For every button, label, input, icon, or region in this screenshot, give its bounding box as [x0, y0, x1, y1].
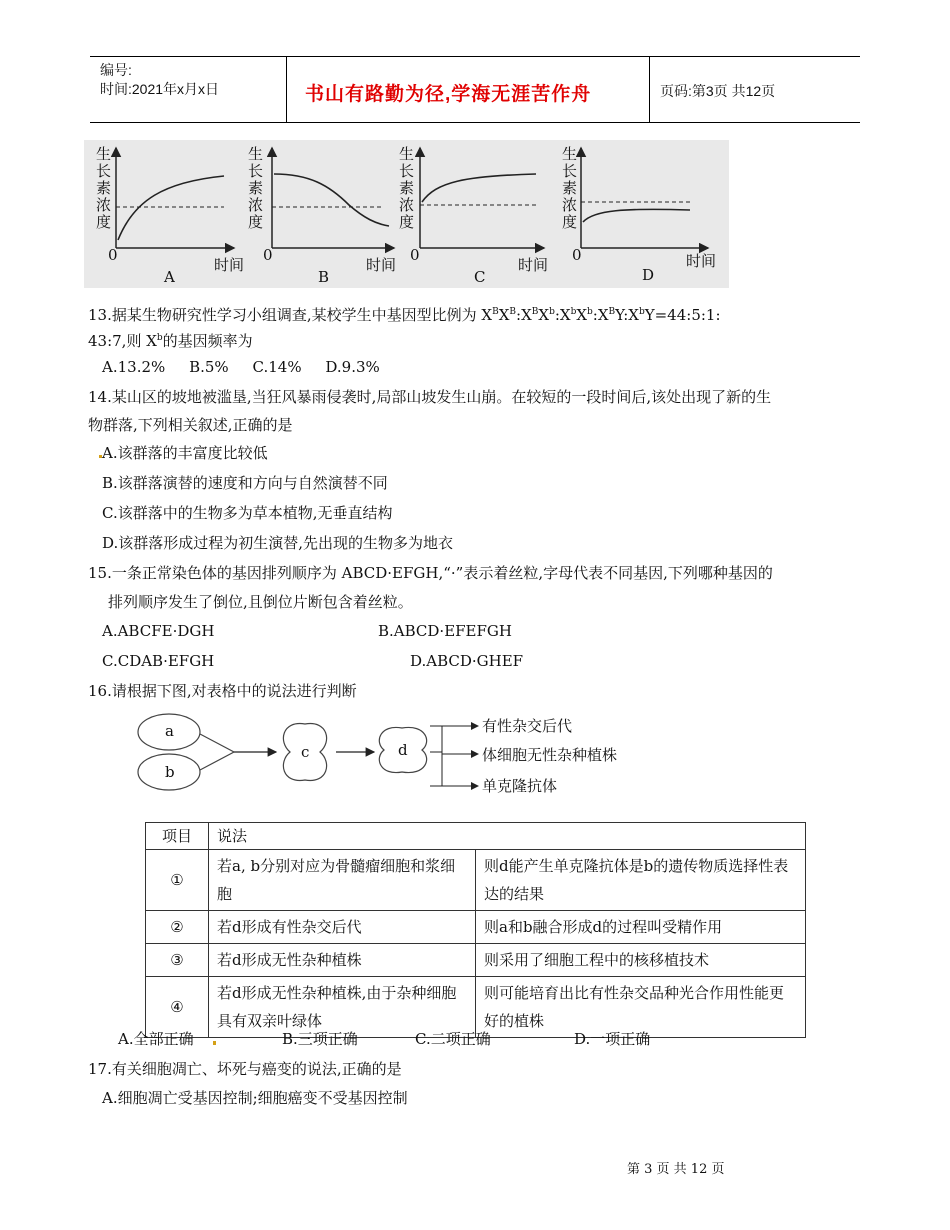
q15-option-d: D.ABCD·GHEF	[410, 652, 524, 670]
q17-option-a: A.细胞凋亡受基因控制;细胞癌变不受基因控制	[102, 1089, 408, 1107]
row-condition: 若d形成无性杂种植株,由于杂种细胞具有双亲叶绿体	[209, 977, 476, 1038]
graph-a-origin: 0	[108, 246, 118, 264]
row-number: ③	[146, 944, 209, 977]
q16-option-b: B.三项正确	[282, 1030, 358, 1048]
q15-option-a: A.ABCFE·DGH	[102, 622, 215, 640]
graph-c-ylabel: 生 长 素 浓 度	[399, 145, 415, 231]
table-header-item: 项目	[146, 823, 209, 850]
graph-panel-b	[272, 148, 394, 248]
header-top-rule	[90, 56, 860, 57]
graph-d-panel-label: D	[642, 266, 655, 284]
graph-c-panel-label: C	[474, 268, 486, 286]
q13-options: A.13.2% B.5% C.14% D.9.3%	[102, 358, 380, 376]
q15-option-b: B.ABCD·EFEFGH	[378, 622, 512, 640]
q15-option-c: C.CDAB·EFGH	[102, 652, 215, 670]
graph-d-xlabel: 时间	[686, 252, 717, 270]
graph-b-panel-label: B	[318, 268, 330, 286]
graph-a-panel-label: A	[164, 268, 175, 286]
diagram-label-b: b	[165, 763, 175, 781]
graph-c-origin: 0	[410, 246, 420, 264]
table-row	[146, 944, 806, 977]
table-header-row	[146, 823, 806, 850]
row-condition: 若d形成无性杂种植株	[209, 944, 476, 977]
diagram-label-d: d	[398, 741, 408, 759]
row-condition: 若d形成有性杂交后代	[209, 911, 476, 944]
row-conclusion: 则a和b融合形成d的过程叫受精作用	[476, 911, 806, 944]
header-divider	[649, 57, 650, 123]
row-number: ④	[146, 977, 209, 1038]
header-bottom-rule	[90, 122, 860, 123]
row-number: ②	[146, 911, 209, 944]
diagram-output-somatic: 体细胞无性杂种植株	[482, 746, 618, 764]
marker-dot	[213, 1041, 216, 1045]
q14-line1: 14.某山区的坡地被滥垦,当狂风暴雨侵袭时,局部山坡发生山崩。在较短的一段时间后,该处出现了新的生	[88, 388, 772, 406]
graph-c-xlabel: 时间	[518, 256, 549, 274]
q15-line1: 15.一条正常染色体的基因排列顺序为 ABCD·EFGH,“·”表示着丝粒,字母代表不同基因,下列哪种基因的	[88, 564, 773, 582]
table-row	[146, 850, 806, 911]
graph-a-ylabel: 生 长 素 浓 度	[96, 145, 112, 231]
diagram-label-a: a	[165, 722, 174, 740]
header-divider	[286, 57, 287, 123]
q16-stem: 16.请根据下图,对表格中的说法进行判断	[88, 682, 357, 700]
diagram-output-antibody: 单克隆抗体	[482, 777, 558, 795]
time-label: 时间:2021年x月x日	[100, 81, 220, 97]
row-conclusion: 则采用了细胞工程中的核移植技术	[476, 944, 806, 977]
page-code: 页码:第3页 共12页	[660, 83, 776, 99]
q16-option-d: D.一项正确	[574, 1030, 651, 1048]
q16-option-c: C.二项正确	[415, 1030, 491, 1048]
graph-panel-d	[581, 148, 708, 248]
q13-line1: 13.据某生物研究性学习小组调查,某校学生中基因型比例为 $X^BX^B:X^BX^b:X^bX^b:X^BY:X^bY=44:5:1$:	[88, 306, 721, 324]
q14-option-a: A.该群落的丰富度比较低	[102, 444, 268, 462]
graph-panel-c	[420, 148, 544, 248]
q14-option-c: C.该群落中的生物多为草本植物,无垂直结构	[102, 504, 393, 522]
row-conclusion: 则可能培育出比有性杂交品种光合作用性能更好的植株	[476, 977, 806, 1038]
serial-label: 编号:	[100, 62, 132, 78]
table-row	[146, 911, 806, 944]
table-header-statement: 说法	[209, 823, 806, 850]
q17-stem: 17.有关细胞凋亡、坏死与癌变的说法,正确的是	[88, 1060, 402, 1078]
q14-line2: 物群落,下列相关叙述,正确的是	[88, 416, 293, 434]
graph-b-origin: 0	[263, 246, 273, 264]
q13-line2: 43:7,则 $X^b$的基因频率为	[88, 332, 253, 350]
row-number: ①	[146, 850, 209, 911]
row-conclusion: 则d能产生单克隆抗体是b的遗传物质选择性表达的结果	[476, 850, 806, 911]
diagram-output-sexual: 有性杂交后代	[482, 717, 573, 735]
q14-option-b: B.该群落演替的速度和方向与自然演替不同	[102, 474, 388, 492]
row-condition: 若a, b分别对应为骨髓瘤细胞和浆细胞	[209, 850, 476, 911]
q15-line2: 排列顺序发生了倒位,且倒位片断包含着丝粒。	[108, 593, 413, 611]
q16-option-a: A.全部正确	[118, 1030, 194, 1048]
graph-panel-a	[116, 148, 234, 248]
page-footer: 第 3 页 共 12 页	[627, 1162, 725, 1177]
graph-b-xlabel: 时间	[366, 256, 397, 274]
judgement-table	[145, 822, 806, 1038]
header-motto: 书山有路勤为径,学海无涯苦作舟	[305, 84, 592, 105]
graph-b-ylabel: 生 长 素 浓 度	[248, 145, 264, 231]
graph-a-xlabel: 时间	[214, 256, 245, 274]
q14-option-d: D.该群落形成过程为初生演替,先出现的生物多为地衣	[102, 534, 454, 552]
graph-d-ylabel: 生 长 素 浓 度	[562, 145, 578, 231]
graph-d-origin: 0	[572, 246, 582, 264]
diagram-label-c: c	[301, 743, 310, 761]
